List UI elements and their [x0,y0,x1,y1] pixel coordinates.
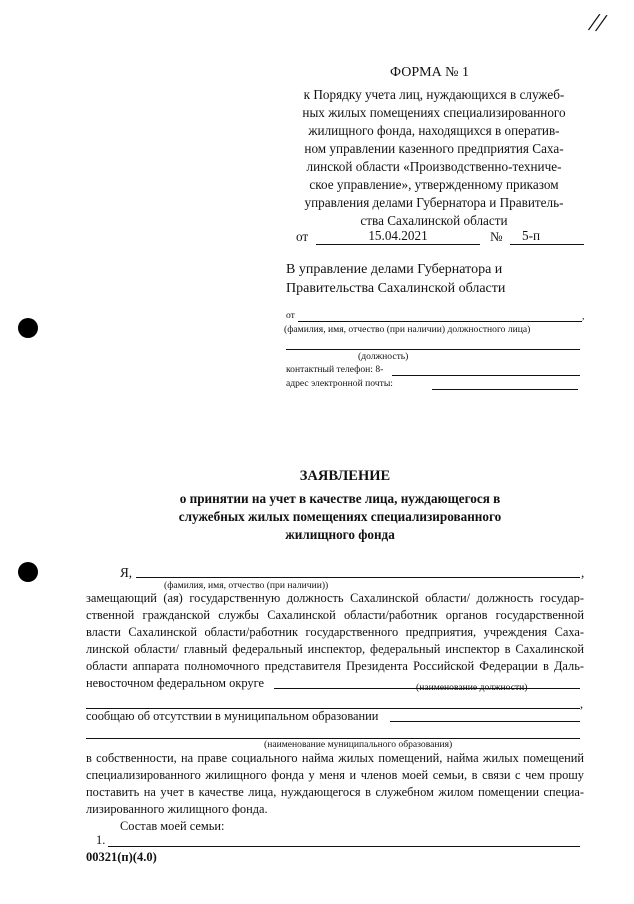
punch-hole-bottom [18,562,38,582]
addressee-line: Правительства Сахалинской области [286,281,506,296]
fullname-caption: (фамилия, имя, отчество (при наличии)) [164,580,329,591]
addressee-line: В управление делами Губернатора и [286,262,503,277]
addressee-block [286,260,505,298]
corner-mark: // [588,7,607,38]
approval-line: ных жилых помещениях специализированного [302,105,566,120]
date-prefix: от [296,229,309,244]
paragraph-line: линской области/ главный федеральный инспектор, федеральный инспектор в Сахалинской [86,642,584,656]
approval-line: линской области «Производственно-техниче- [306,159,562,174]
from-label: от [286,310,295,321]
paragraph-line: специализированного жилищного фонда у меня и членов моей семьи, в связи с чем прошу [86,768,584,782]
phone-label: контактный телефон: 8- [286,364,384,375]
family-item-number: 1. [96,833,106,847]
paragraph-2-last: лизированного жилищного фонда. [86,802,268,816]
from-comma: , [582,311,585,322]
email-label: адрес электронной почты: [286,378,393,389]
from-underline[interactable] [298,321,582,322]
paragraph-line: власти Сахалинской области/работник государственного предприятия, учреждения Саха- [86,625,584,639]
approval-line: ства Сахалинской области [360,213,508,228]
i-label: Я, [120,565,133,580]
family-label: Состав моей семьи: [120,819,225,833]
number-prefix: № [490,229,503,244]
statement-subtitle [130,490,550,544]
fullname-comma: , [581,565,585,580]
form-number: ФОРМА № 1 [390,65,470,80]
paragraph-1 [86,590,584,675]
position-name-caption: (наименование должности) [416,682,528,693]
municipality-underline[interactable] [390,721,580,722]
paragraph-line: в собственности, на праве социального найма жилых помещений, найма жилых помещений [86,751,584,765]
municipality-caption: (наименование муниципального образования) [264,739,453,750]
from-caption: (фамилия, имя, отчество (при наличии) должностного лица) [284,324,531,335]
position-caption: (должность) [358,351,409,362]
approval-line: ское управление», утвержденному приказом [309,177,559,192]
subtitle-line: жилищного фонда [285,527,395,542]
approval-line: ном управлении казенного предприятия Саха- [304,141,564,156]
statement-title: ЗАЯВЛЕНИЕ [299,468,391,484]
paragraph-line: замещающий (ая) государственную должность Сахалинской области/ должность государ- [86,591,584,605]
paragraph-line: ственной гражданской службы Сахалинской области/работник органов государственной [86,608,584,622]
phone-underline[interactable] [392,375,580,376]
approval-line: к Порядку учета лиц, нуждающихся в служеб- [303,87,565,102]
punch-hole-top [18,318,38,338]
paragraph-line: области аппарата полномочного представителя Президента Российской Федерации в Даль- [86,659,584,673]
approval-block [282,86,586,230]
subtitle-line: служебных жилых помещениях специализированного [178,509,502,524]
fullname-underline[interactable] [136,577,580,578]
subtitle-line: о принятии на учет в качестве лица, нуждающегося в [179,491,501,506]
email-underline[interactable] [432,389,578,390]
paragraph-2 [86,750,584,801]
footer-code: 00321(п)(4.0) [86,850,157,864]
family-item-underline[interactable] [108,846,580,847]
report-label: сообщаю об отсутствии в муниципальном образовании [86,709,379,723]
position-underline[interactable] [286,349,580,350]
approval-line: жилищного фонда, находящихся в оператив- [308,123,560,138]
approval-line: управления делами Губернатора и Правитель- [304,195,564,210]
continuation-comma: , [580,697,584,711]
paragraph-line: поставить на учет в качестве лица, нуждающегося в служебном жилом помещении специа- [86,785,584,799]
approval-number: 5-п [522,228,541,243]
approval-date: 15.04.2021 [368,228,428,243]
paragraph-1-last: невосточном федеральном округе [86,676,264,690]
